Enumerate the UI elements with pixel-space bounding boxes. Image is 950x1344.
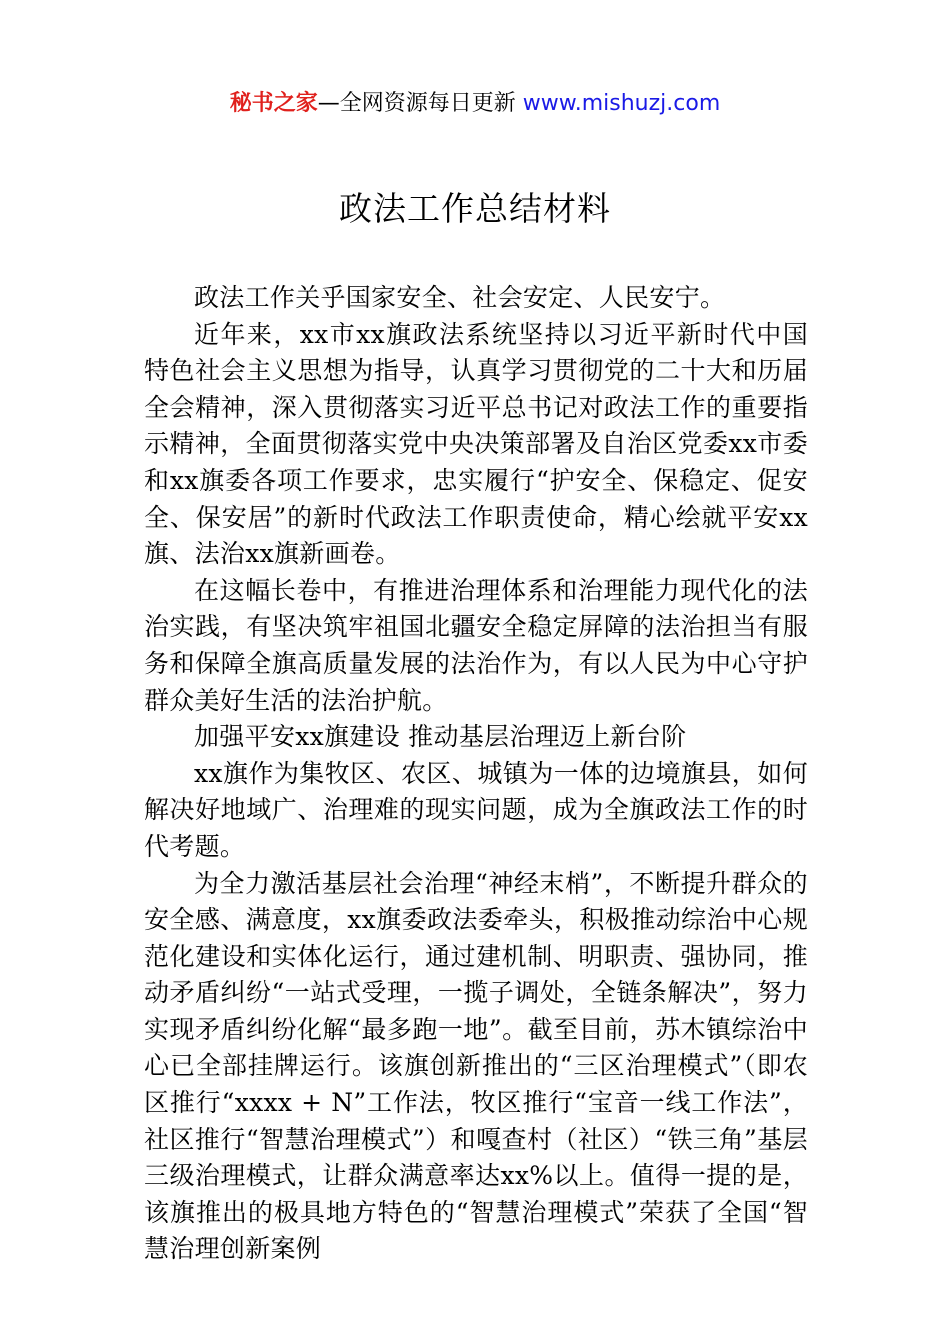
site-header — [0, 88, 950, 120]
paragraph: 为全力激活基层社会治理“神经末梢”，不断提升群众的安全感、满意度，xx旗委政法委牵头，积极推动综治中心规范化建设和实体化运行，通过建机制、明职责、强协同，推动矛盾纠纷“一站式受理，一揽子调处，全链条解决”，努力实现矛盾纠纷化解“最多跑一地”。截至目前，苏木镇综治中心已全部挂牌运行。该旗创新推出的“三区治理模式”（即农区推行“xxxx + N”工作法，牧区推行“宝音一线工作法”，社区推行“智慧治理模式”）和嘎查村（社区）“铁三角”基层三级治理模式，让群众满意率达xx%以上。值得一提的是，该旗推出的极具地方特色的“智慧治理模式”荣获了全国“智慧治理创新案例 — [144, 868, 808, 1264]
site-url-link[interactable]: www.mishuzj.com — [522, 91, 721, 116]
document-title: 政法工作总结材料 — [339, 189, 611, 228]
site-tagline: —全网资源每日更新 — [317, 91, 523, 116]
paragraph: xx旗作为集牧区、农区、城镇为一体的边境旗县，如何解决好地域广、治理难的现实问题，成为全旗政法工作的时代考题。 — [144, 758, 808, 861]
section-heading: 加强平安xx旗建设 推动基层治理迈上新台阶 — [194, 722, 687, 752]
brand-name: 秘书之家 — [229, 91, 318, 116]
paragraph: 政法工作关乎国家安全、社会安定、人民安宁。 — [194, 283, 726, 312]
paragraph: 在这幅长卷中，有推进治理体系和治理能力现代化的法治实践，有坚决筑牢祖国北疆安全稳定屏障的法治担当有服务和保障全旗高质量发展的法治作为，有以人民为中心守护群众美好生活的法治护航。 — [144, 575, 808, 715]
document-body — [144, 280, 808, 1268]
paragraph: 近年来，xx市xx旗政法系统坚持以习近平新时代中国特色社会主义思想为指导，认真学习贯彻党的二十大和历届全会精神，深入贯彻落实习近平总书记对政法工作的重要指示精神，全面贯彻落实党中央决策部署及自治区党委xx市委和xx旗委各项工作要求，忠实履行“护安全、保稳定、促安全、保安居”的新时代政法工作职责使命，精心绘就平安xx旗、法治xx旗新画卷。 — [144, 319, 808, 569]
